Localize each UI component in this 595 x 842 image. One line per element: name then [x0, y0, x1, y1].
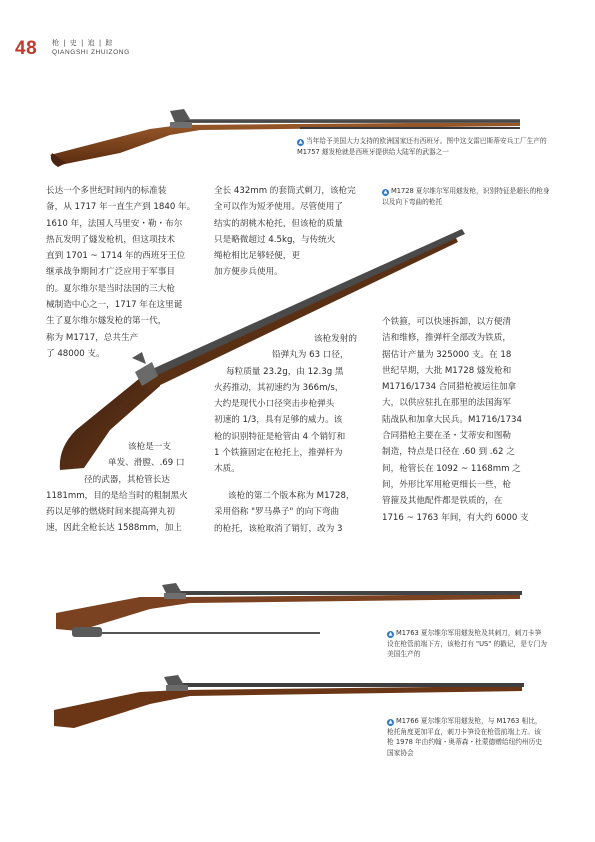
- caption-m1728: ▲ M1728 夏尔维尔军用燧发枪，识别特征是超长的枪身以及向下弯曲的枪托: [382, 187, 550, 206]
- caption-m1757: ▲ 当年给予美国大力支持的欧洲国家还有西班牙。图中这支雷巴斯蒂安兵工厂生产的 M1757 燧发枪就是西班牙提供给大陆军的武器之一: [297, 137, 547, 156]
- series-title: 枪 | 史 | 追 | 踪: [52, 39, 114, 47]
- text-line: 大约是现代小口径突击步枪弹头: [214, 399, 335, 410]
- text-line: 加方便步兵使用。: [214, 267, 283, 278]
- text-line: 初速的 1/3，具有足够的威力。该: [214, 415, 343, 426]
- text-line: 枪的识别特征是枪管由 4 个销钉和: [214, 431, 346, 442]
- text-line: 称为 M1717，总共生产: [46, 332, 139, 343]
- text-line: 的枪托，该枪取消了销钉，改为 3: [214, 523, 343, 534]
- text-line: 径的武器，其枪管长达: [84, 474, 170, 485]
- text-line: 1716 ~ 1763 年间，有大约 6000 支: [382, 512, 529, 523]
- text-line: 制造，特点是口径在 .60 到 .62 之: [382, 447, 515, 458]
- text-line: 采用俗称 "罗马鼻子" 的向下弯曲: [214, 507, 340, 518]
- text-line: 火药推动，其初速约为 366m/s，: [214, 382, 344, 393]
- text-line: 结实的胡桃木枪托，但该枪的质量: [214, 218, 343, 229]
- text-line: 单发、滑膛、.69 口: [108, 458, 185, 469]
- text-line: 生了夏尔维尔燧发枪的第一代，: [46, 316, 167, 327]
- text-line: 该枪发射的: [314, 334, 357, 344]
- caption-m1763: ▲ M1763 夏尔维尔军用燧发枪及其刺刀，刺刀卡笋设在枪管前端下方，该枪打有 "US" 的戳记，是专门为美国生产的: [387, 629, 547, 658]
- text-line: 铅弹丸为 63 口径，: [272, 350, 349, 361]
- text-line: 据估计产量为 325000 支。在 18: [382, 349, 512, 360]
- series-pinyin: QIANGSHI ZHUIZONG: [52, 49, 130, 56]
- text-line: 速，因此全枪长达 1588mm，加上: [46, 523, 182, 534]
- text-line: 备，从 1717 年一直生产到 1840 年。: [46, 202, 196, 213]
- text-line: 世纪早期，大批 M1728 燧发枪和: [382, 365, 512, 376]
- text-line: 陆战队和加拿大民兵。M1716/1734: [382, 414, 522, 425]
- text-line: 药以足够的燃烧时间来提高弹丸初: [46, 507, 175, 518]
- text-line: 1610 年，法国人马里安・勒・布尔: [46, 218, 183, 229]
- text-line: 该枪的第二个版本称为 M1728，: [228, 491, 355, 501]
- text-line: 只是略微超过 4.5kg，与传统火: [214, 234, 336, 245]
- text-line: 木质。: [214, 464, 240, 475]
- camera-icon: ▲: [388, 631, 393, 637]
- text-line: 长达一个多世纪时间内的标准装: [46, 186, 167, 196]
- text-line: 该枪是一支: [128, 442, 171, 452]
- text-line: 全长 432mm 的套筒式刺刀，该枪完: [214, 186, 356, 196]
- text-line: 大，以供应驻扎在那里的法国海军: [382, 398, 511, 409]
- text-line: 直到 1701 ~ 1714 年的西班牙王位: [46, 251, 186, 262]
- text-line: 绳枪相比足够轻便，更: [214, 251, 300, 262]
- text-line: 继承战争期间才广泛应用于军事目: [46, 267, 175, 278]
- caption-m1766: ▲ M1766 夏尔维尔军用燧发枪，与 M1763 相比，枪托角度更加平直，刺刀卡笋设在枪管前端上方。该枪 1978 年由约翰・奥蒂森・杜蒙德赠给纽约州历史国家协会: [387, 717, 543, 757]
- text-line: 了 48000 支。: [46, 348, 105, 359]
- page-number: 48: [15, 38, 38, 59]
- text-line: 全可以作为短矛使用。尽管使用了: [214, 202, 343, 213]
- text-line: 1 个铁箍固定在枪托上，推弹杆为: [214, 448, 343, 459]
- text-line: 的。夏尔维尔是当时法国的三大枪: [46, 283, 175, 294]
- text-line: 个铁箍，可以快速拆卸，以方便清: [382, 317, 511, 327]
- camera-icon: ▲: [383, 189, 388, 195]
- text-line: 每粒质量 23.2g，由 12.3g 黑: [226, 366, 344, 377]
- text-line: 管箍及其他配件都是铁质的，在: [382, 496, 503, 507]
- text-line: 热瓦发明了燧发枪机，但这项技术: [46, 234, 175, 245]
- text-line: M1716/1734 合同猎枪被运往加拿: [382, 382, 517, 393]
- camera-icon: ▲: [388, 719, 393, 725]
- text-line: 洁和维修，推弹杆全部改为铁质，: [382, 333, 511, 344]
- text-line: 间，外形比军用枪更细长一些，枪: [382, 479, 511, 490]
- text-line: 械制造中心之一，1717 年在这里诞: [46, 300, 183, 311]
- text-line: 合同猎枪主要在圣・艾蒂安和图勒: [382, 431, 511, 442]
- text-line: 间，枪管长在 1092 ~ 1168mm 之: [382, 463, 521, 474]
- camera-icon: ▲: [298, 139, 303, 145]
- text-line: 1181mm，目的是给当时的粗制黑火: [46, 490, 188, 501]
